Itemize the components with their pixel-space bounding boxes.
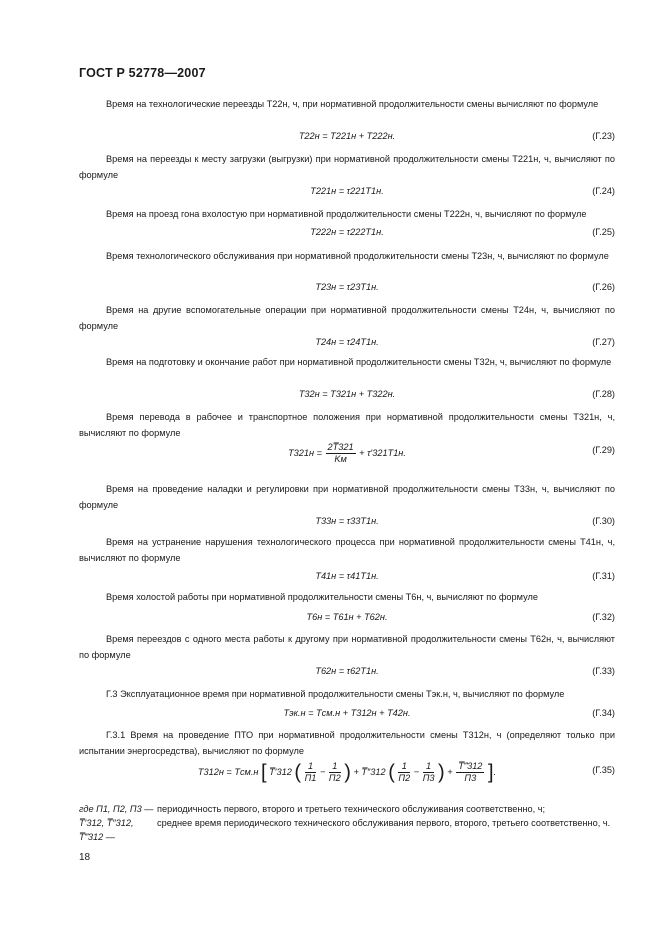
paren-close: ) (438, 761, 445, 784)
formula-number: (Г.26) (592, 282, 615, 292)
plus-sign: + (447, 766, 453, 777)
formula-number: (Г.24) (592, 186, 615, 196)
paragraph-2: Время на переезды к месту загрузки (выгрузки) при нормативной продолжительности смены T221н, ч, вычисляют по формуле (79, 154, 615, 180)
fraction-one-p2 (329, 761, 341, 784)
formula-expression: T62н = τ62T1н. (315, 666, 379, 676)
paren-close: ) (344, 761, 351, 784)
formula-expression (79, 442, 615, 465)
paragraph-11: Время переездов с одного места работы к другому при нормативной продолжительности смены T62н, ч, вычисляют по формуле (79, 634, 615, 660)
formula-g26 (79, 282, 615, 298)
paragraph-7: Время перевода в рабочее и транспортное положения при нормативной продолжительности смены T321н, ч, вычисляют по формуле (79, 412, 615, 438)
formula-g23 (79, 131, 615, 147)
formula-number: (Г.33) (592, 666, 615, 676)
legend-term: T̅′312, T̅″312, T̅‴312 — (79, 818, 134, 842)
formula-expression: T312н = Tсм.н [ T̅′312 ( $\frac{1}{П1}$ − $\frac{1}{П2}$ ) + T̅″312 ( $\frac{1}{П2}$ − $\frac{1}{П3}$ ) + $\frac{T̅‴312}{П3}$ ]. (197, 761, 497, 784)
formula-expression: T222н = τ222T1н. (310, 227, 384, 237)
fraction-t3-p3 (456, 761, 484, 784)
legend-desc: периодичность первого, второго и третьего технического обслуживания соответственно, ч; (157, 804, 546, 814)
formula-g29 (79, 442, 615, 472)
formula-g27 (79, 337, 615, 353)
fraction-denominator: Kм (334, 454, 347, 464)
bracket-open: [ (261, 761, 267, 784)
formula-g31 (79, 571, 615, 587)
formula-number: (Г.28) (592, 389, 615, 399)
legend-row (79, 802, 615, 816)
paragraph-1: Время на технологические переезды T22н, ч, при нормативной продолжительности смены вычисляют по формуле (106, 99, 599, 109)
formula-number: (Г.25) (592, 227, 615, 237)
formula-expression: T6н = T61н + T62н. (306, 612, 388, 622)
term-t1: T̅′312 (269, 766, 292, 777)
formula-expression: T23н = τ23T1н. (315, 282, 379, 292)
formula-g35 (79, 759, 615, 793)
formula-lhs: T312н = Tсм.н (197, 766, 259, 777)
paragraph-6: Время на подготовку и окончание работ при нормативной продолжительности смены T32н, ч, вычисляют по формуле (106, 357, 612, 367)
formula-expression: T24н = τ24T1н. (315, 337, 379, 347)
fraction-numerator: 1 (329, 761, 341, 773)
fraction-denominator: П2 (398, 773, 411, 783)
legend-term: где П1, П2, П3 — (79, 804, 154, 814)
formula-number: (Г.34) (592, 708, 615, 718)
formula-number: (Г.31) (592, 571, 615, 581)
plus-sign: + (353, 766, 359, 777)
legend (79, 802, 615, 844)
formula-g30 (79, 516, 615, 532)
formula-number: (Г.35) (592, 765, 615, 775)
paragraph-8: Время на проведение наладки и регулировки при нормативной продолжительности смены T33н, ч, вычисляют по формуле (79, 484, 615, 510)
legend-row (79, 816, 615, 844)
paragraph-4: Время технологического обслуживания при нормативной продолжительности смены T23н, ч, вычисляют по формуле (106, 251, 609, 261)
paragraph-5: Время на другие вспомогательные операции при нормативной продолжительности смены T24н, ч, вычисляют по формуле (79, 305, 615, 331)
bracket-close: ] (487, 761, 494, 784)
formula-g32 (79, 612, 615, 628)
fraction-numerator: 2T̅321 (327, 442, 354, 452)
minus-sign: − (413, 766, 420, 777)
formula-number: (Г.23) (592, 131, 615, 141)
page-number: 18 (79, 852, 91, 863)
paragraph-13: Г.3.1 Время на проведение ПТО при нормативной продолжительности смены T312н, ч (определяют только при испытании энергосредства), вычисляют по формуле (79, 730, 615, 756)
fraction-one-p1 (305, 761, 317, 784)
formula-rhs: + τ′321T1н. (359, 447, 406, 458)
formula-g25 (79, 227, 615, 243)
formula-expression: T22н = T221н + T222н. (298, 131, 396, 141)
paragraph-3: Время на проезд гона вхолостую при нормативной продолжительности смены T222н, ч, вычисляют по формуле (106, 209, 587, 219)
formula-g33 (79, 666, 615, 682)
formula-lhs: T321н = (288, 447, 322, 458)
formula-g34 (79, 708, 615, 724)
paragraph-9: Время на устранение нарушения технологического процесса при нормативной продолжительности смены T41н, ч, вычисляют по формуле (79, 537, 615, 563)
paragraph-10: Время холостой работы при нормативной продолжительности смены T6н, ч, вычисляют по формуле (106, 592, 538, 602)
formula-expression: T41н = τ41T1н. (315, 571, 379, 581)
fraction-numerator: 1 (423, 761, 435, 773)
formula-expression: T33н = τ33T1н. (315, 516, 379, 526)
paren-open: ( (388, 761, 395, 784)
fraction-numerator: 1 (305, 761, 317, 773)
term-t2: T̅″312 (361, 766, 386, 777)
formula-number: (Г.29) (592, 445, 615, 455)
paragraph-12: Г.3 Эксплуатационное время при нормативной продолжительности смены Tэк.н, ч, вычисляют по формуле (106, 689, 565, 699)
fraction-denominator: П1 (304, 773, 317, 783)
formula-fraction (326, 442, 356, 465)
paren-open: ( (294, 761, 302, 784)
fraction-numerator: T̅‴312 (458, 761, 483, 771)
fraction-denominator: П3 (464, 773, 477, 783)
fraction-denominator: П2 (328, 773, 341, 783)
fraction-one-p2b (398, 761, 410, 784)
formula-number: (Г.27) (592, 337, 615, 347)
fraction-numerator: 1 (398, 761, 410, 773)
formula-expression: Tэк.н = Tсм.н + T312н + T42н. (283, 708, 411, 718)
formula-number: (Г.30) (592, 516, 615, 526)
fraction-one-p3 (423, 761, 435, 784)
fraction-denominator: П3 (422, 773, 435, 783)
formula-g24 (79, 186, 615, 202)
formula-number: (Г.32) (592, 612, 615, 622)
formula-expression: T221н = τ221T1н. (310, 186, 384, 196)
minus-sign: − (319, 766, 326, 777)
legend-desc: среднее время периодического технического обслуживания первого, второго, третьего соответственно, ч. (157, 818, 611, 828)
formula-g28 (79, 389, 615, 405)
document-header: ГОСТ Р 52778—2007 (79, 66, 206, 80)
formula-expression: T32н = T321н + T322н. (298, 389, 396, 399)
